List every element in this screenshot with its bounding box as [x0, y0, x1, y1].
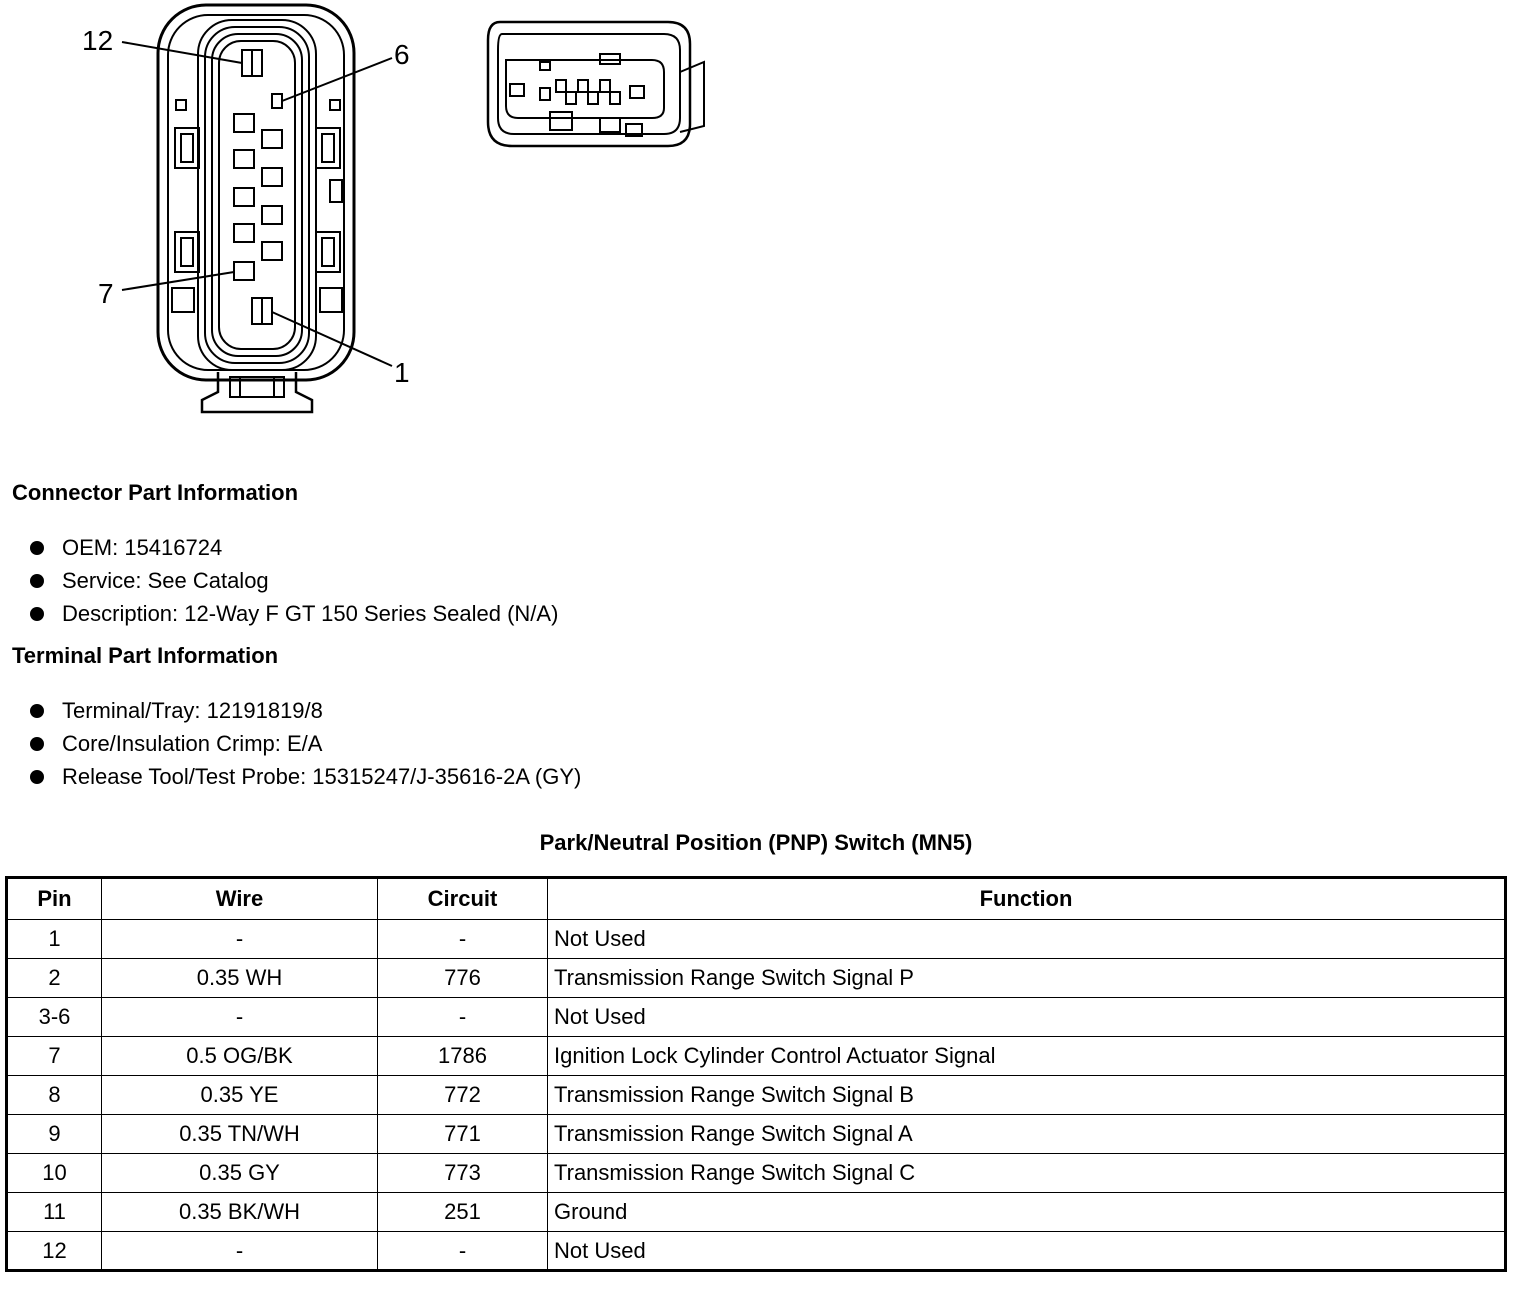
cell-pin: 1	[7, 920, 102, 959]
header-circuit: Circuit	[378, 878, 548, 920]
cell-function: Not Used	[548, 998, 1506, 1037]
cell-function: Transmission Range Switch Signal C	[548, 1154, 1506, 1193]
terminal-info-crimp: Core/Insulation Crimp: E/A	[28, 727, 581, 760]
callout-7: 7	[98, 278, 114, 309]
callout-6: 6	[394, 39, 410, 70]
cell-circuit: 1786	[378, 1037, 548, 1076]
connector-iso-view	[488, 22, 704, 146]
cell-function: Not Used	[548, 1232, 1506, 1271]
cell-wire: -	[102, 1232, 378, 1271]
cell-wire: 0.35 YE	[102, 1076, 378, 1115]
table-row	[7, 920, 1506, 959]
connector-info-list	[28, 531, 558, 630]
cell-circuit: -	[378, 920, 548, 959]
connector-face-view	[158, 5, 354, 412]
cell-wire: -	[102, 998, 378, 1037]
cell-pin: 7	[7, 1037, 102, 1076]
table-title: Park/Neutral Position (PNP) Switch (MN5)	[539, 830, 973, 855]
cell-function: Not Used	[548, 920, 1506, 959]
cell-wire: -	[102, 920, 378, 959]
cell-function: Transmission Range Switch Signal P	[548, 959, 1506, 998]
cell-function: Transmission Range Switch Signal B	[548, 1076, 1506, 1115]
table-header-row	[7, 878, 1506, 920]
cell-pin: 11	[7, 1193, 102, 1232]
callout-1: 1	[394, 357, 410, 388]
header-wire: Wire	[102, 878, 378, 920]
callout-leaders	[122, 42, 392, 366]
pinout-table	[5, 876, 1507, 1272]
cell-circuit: 251	[378, 1193, 548, 1232]
terminal-info-list	[28, 694, 581, 793]
table-row	[7, 998, 1506, 1037]
connector-diagram	[0, 0, 760, 430]
cell-circuit: -	[378, 1232, 548, 1271]
table-row	[7, 1115, 1506, 1154]
terminal-info-tool: Release Tool/Test Probe: 15315247/J-35616-2A (GY)	[28, 760, 581, 793]
table-row	[7, 1154, 1506, 1193]
callout-12: 12	[82, 25, 114, 56]
cell-pin: 10	[7, 1154, 102, 1193]
connector-info-title: Connector Part Information	[12, 480, 299, 505]
table-row	[7, 1037, 1506, 1076]
cell-pin: 12	[7, 1232, 102, 1271]
cell-pin: 3-6	[7, 998, 102, 1037]
cell-function: Ignition Lock Cylinder Control Actuator Signal	[548, 1037, 1506, 1076]
cell-wire: 0.35 TN/WH	[102, 1115, 378, 1154]
header-pin: Pin	[7, 878, 102, 920]
terminal-info-tray: Terminal/Tray: 12191819/8	[28, 694, 581, 727]
cell-function: Ground	[548, 1193, 1506, 1232]
cell-wire: 0.35 GY	[102, 1154, 378, 1193]
cell-pin: 8	[7, 1076, 102, 1115]
table-row	[7, 1232, 1506, 1271]
connector-info-service: Service: See Catalog	[28, 564, 558, 597]
connector-info-description: Description: 12-Way F GT 150 Series Sealed (N/A)	[28, 597, 558, 630]
table-row	[7, 1076, 1506, 1115]
cell-wire: 0.5 OG/BK	[102, 1037, 378, 1076]
table-row	[7, 1193, 1506, 1232]
cell-circuit: 771	[378, 1115, 548, 1154]
cell-wire: 0.35 WH	[102, 959, 378, 998]
cell-wire: 0.35 BK/WH	[102, 1193, 378, 1232]
cell-circuit: 776	[378, 959, 548, 998]
cell-circuit: 772	[378, 1076, 548, 1115]
table-row	[7, 959, 1506, 998]
connector-info-oem: OEM: 15416724	[28, 531, 558, 564]
cell-circuit: 773	[378, 1154, 548, 1193]
cell-pin: 2	[7, 959, 102, 998]
cell-function: Transmission Range Switch Signal A	[548, 1115, 1506, 1154]
terminal-info-title: Terminal Part Information	[12, 643, 279, 668]
header-function: Function	[548, 878, 1506, 920]
cell-circuit: -	[378, 998, 548, 1037]
cell-pin: 9	[7, 1115, 102, 1154]
